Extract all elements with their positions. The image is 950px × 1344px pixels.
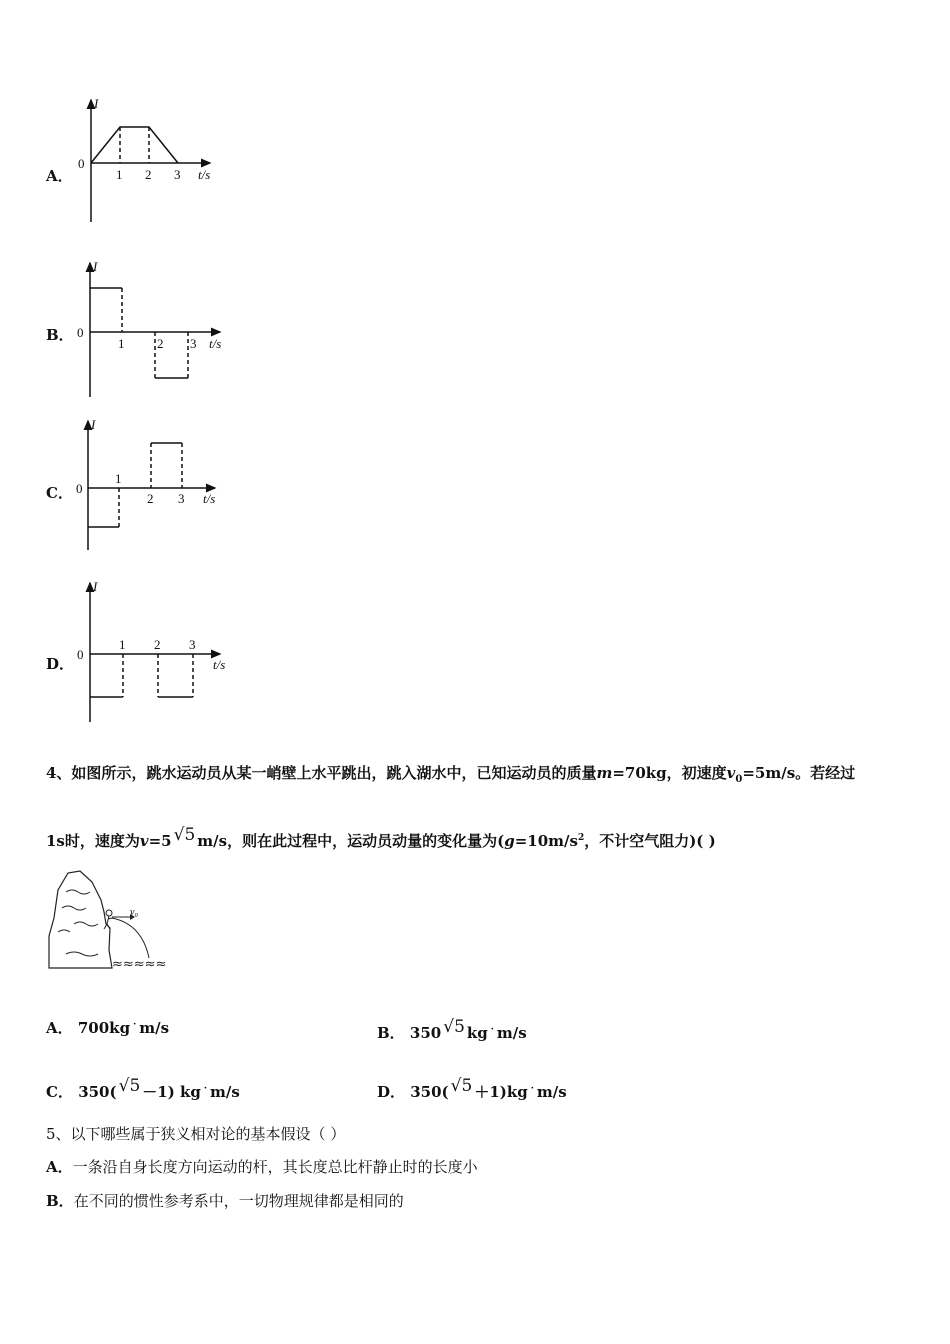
sqrt-five: √5 xyxy=(450,1076,473,1096)
q5-option-b[interactable]: B．在不同的惯性参考系中，一切物理规律都是相同的 xyxy=(46,1192,404,1210)
q4-option-c[interactable]: C． 350( √5 －1) kg · m/s xyxy=(46,1076,240,1101)
graph-b xyxy=(70,255,235,400)
origin-label: 0 xyxy=(77,325,84,340)
q4-option-d[interactable]: D． 350( √5 ＋1)kg · m/s xyxy=(377,1076,567,1101)
tick-label-3: 3 xyxy=(189,637,196,652)
graph-a xyxy=(70,92,230,232)
tick-label-2: 2 xyxy=(154,637,161,652)
q4-stem-line-1: 4、如图所示，跳水运动员从某一峭壁上水平跳出，跳入湖水中，已知运动员的质量m=70kg，初速度$v_0=5m/s$。若经过 xyxy=(46,764,856,785)
option-d-label: D． xyxy=(46,655,75,673)
origin-label: 0 xyxy=(77,647,84,662)
q4-option-a[interactable]: A． 700kg · m/s xyxy=(46,1019,170,1037)
origin-label: 0 xyxy=(78,156,85,171)
v0-label: v₀ xyxy=(130,907,138,918)
tick-label-2: 2 xyxy=(145,167,152,182)
sqrt-five: √5 xyxy=(173,825,196,845)
tick-label-3: 3 xyxy=(178,491,185,506)
graph-c xyxy=(70,413,230,553)
tick-label-2: 2 xyxy=(147,491,154,506)
tick-label-1: 1 xyxy=(119,637,126,652)
tick-label-3: 3 xyxy=(174,167,181,182)
rock-texture xyxy=(66,952,98,956)
trajectory-curve xyxy=(112,918,149,958)
cliff-diver-figure xyxy=(46,868,181,978)
y-axis-label: I xyxy=(91,417,96,432)
tick-label-3: 3 xyxy=(190,336,197,351)
y-axis-label: I xyxy=(93,259,98,274)
q5-option-a[interactable]: A．一条沿自身长度方向运动的杆，其长度总比杆静止时的长度小 xyxy=(46,1158,478,1176)
y-axis-label: I xyxy=(93,579,98,594)
sqrt-five: √5 xyxy=(443,1017,465,1037)
tick-label-1: 1 xyxy=(118,336,125,351)
x-axis-label: t/s xyxy=(203,491,216,506)
q5-stem: 5、以下哪些属于狭义相对论的基本假设（ ） xyxy=(46,1125,346,1143)
current-curve xyxy=(91,127,178,163)
option-b-label: B． xyxy=(46,326,74,344)
y-axis-label: I xyxy=(94,96,99,111)
rock-texture xyxy=(74,922,98,926)
x-axis-label: t/s xyxy=(209,336,222,351)
rock-texture xyxy=(66,890,90,894)
graph-d xyxy=(70,575,235,725)
diver-head xyxy=(106,910,112,916)
rock-texture xyxy=(62,906,86,910)
option-a-label: A． xyxy=(46,167,73,185)
origin-label: 0 xyxy=(76,481,83,496)
x-axis-label: t/s xyxy=(213,657,226,672)
x-axis-label: t/s xyxy=(198,167,211,182)
sqrt-five: √5 xyxy=(118,1076,141,1096)
rock-texture xyxy=(58,930,70,932)
q4-option-b[interactable]: B． 350 √5 kg · m/s xyxy=(377,1017,527,1042)
tick-label-2: 2 xyxy=(157,336,164,351)
tick-label-1: 1 xyxy=(115,471,122,486)
option-c-label: C． xyxy=(46,484,73,502)
tick-label-1: 1 xyxy=(116,167,123,182)
q4-stem-line-2: 1s时，速度为v=5 √5 m/s，则在此过程中，运动员动量的变化量为($g=10m/s^2$，不计空气阻力)( ) xyxy=(46,825,716,850)
water-waves: ≈≈≈≈≈ xyxy=(112,957,167,972)
